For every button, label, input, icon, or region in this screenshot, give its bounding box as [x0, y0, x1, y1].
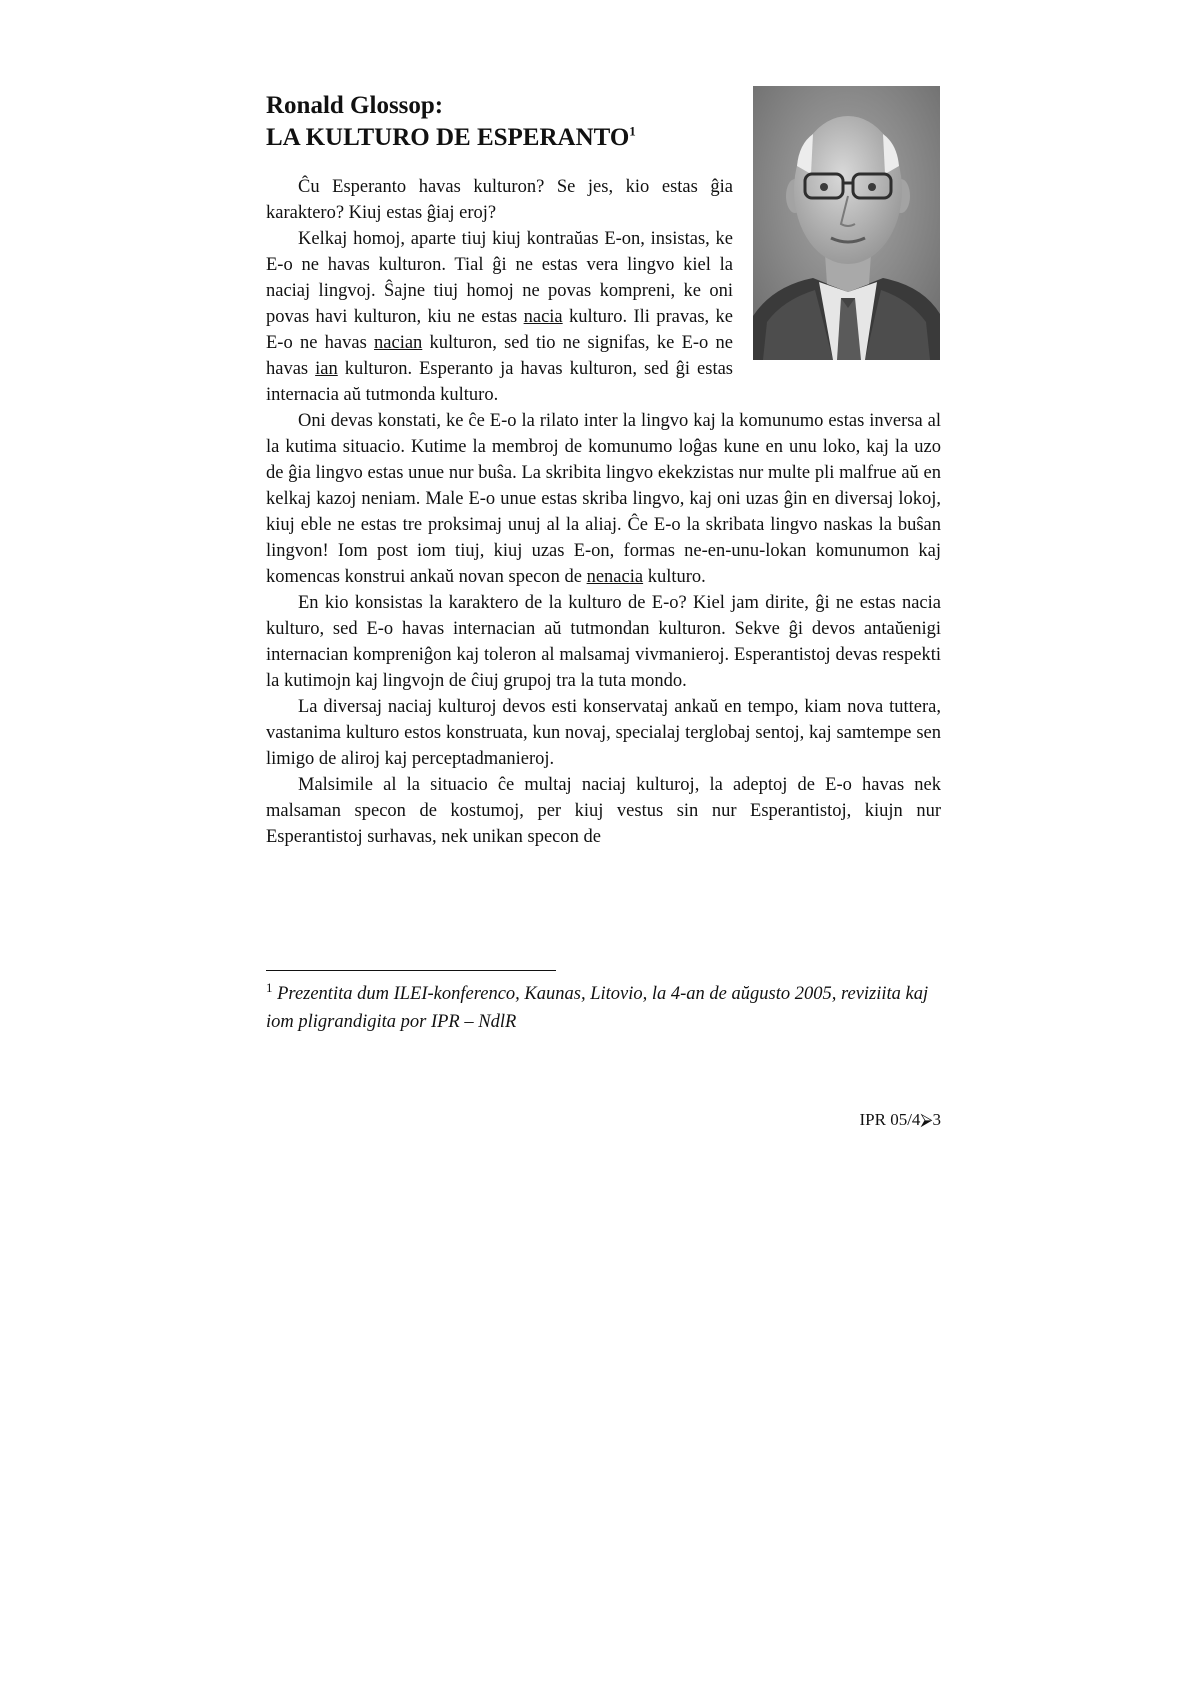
author-name: Ronald Glossop: — [266, 92, 444, 119]
footnote-number: 1 — [266, 979, 273, 995]
paragraph-3-text: kulturo. — [643, 567, 706, 587]
article-heading — [266, 90, 736, 154]
footnote-text: Prezentita dum ILEI-konferenco, Kaunas, Litovio, la 4-an de aŭgusto 2005, reviziita kaj iom pligrandigita por IPR – NdlR — [266, 984, 929, 1032]
paragraph-3 — [266, 408, 941, 590]
paragraph-2-text: kulturon, sed tio ne signifas, ke E-o ne havas — [266, 333, 733, 379]
paragraph-2-text: kulturon. Esperanto ja havas kulturon, sed ĝi estas internacia aŭ tutmonda kulturo. — [266, 359, 734, 405]
paragraph-4: En kio konsistas la karaktero de la kulturo de E-o? Kiel jam dirite, ĝi ne estas nacia kulturo, sed E-o havas internacian aŭ tutmondan kulturon. Sekve ĝi devos antaŭenigi internacian kompreniĝon kaj toleron al malsamaj vivmanieroj. Esperantistoj devas respekti la kutimojn kaj lingvojn de ĉiuj grupoj tra la tuta mondo. — [266, 593, 941, 691]
footnote-divider — [266, 970, 556, 971]
paragraph-6: Malsimile al la situacio ĉe multaj naciaj kulturoj, la adeptoj de E-o havas nek malsaman specon de kostumoj, per kiuj vestus sin nur Esperantistoj, kiujn nur Esperantistoj surhavas, nek unikan specon de — [266, 775, 941, 847]
paragraph-2-text: Kelkaj homoj, aparte tiuj kiuj kontraŭas E-on, insistas, ke E-o ne havas kulturon. Tial ĝi ne estas vera lingvo kiel la naciaj lingvoj. Ŝajne tiuj homoj ne povas kompreni, ke oni povas havi kulturon, kiu ne estas — [266, 229, 733, 327]
paragraph-2-text: kulturo. Ili pravas, ke E-o ne havas — [266, 307, 734, 353]
photo-text-wrap — [733, 174, 941, 360]
paragraph-5: La diversaj naciaj kulturoj devos esti konservataj ankaŭ en tempo, kiam nova tuttera, vastanima kulturo estos konstruata, kun novaj, specialaj terglobaj sentoj, kaj samtempe sen limigo de aliroj kaj perceptadmanieroj. — [266, 697, 941, 769]
underlined-word: nacian — [374, 333, 423, 353]
footnote-marker: 1 — [629, 123, 636, 139]
footnote — [266, 980, 941, 1036]
article-title: LA KULTURO DE ESPERANTO — [266, 124, 630, 151]
article-body — [266, 174, 941, 850]
underlined-word: nenacia — [586, 567, 644, 587]
underlined-word: nacia — [523, 307, 563, 327]
paragraph-3-text: Oni devas konstati, ke ĉe E-o la rilato inter la lingvo kaj la komunumo estas inversa al la kutima situacio. Kutime la membroj de komunumo loĝas kune en unu loko, kaj la uzo de ĝia lingvo estas unue nur buŝa. La skribita lingvo ekekzistas nur multe pli malfrue aŭ en kelkaj kazoj neniam. Male E-o unue estas skriba lingvo, kaj oni uzas ĝin en diversaj lokoj, kiuj eble ne estas tre proksimaj unuj al la aliaj. Ĉe E-o la skribata lingvo naskas la buŝan lingvon! Iom post iom tiuj, kiuj uzas E-on, formas ne-en-unu-lokan komunumon kaj komencas konstrui ankaŭ novan specon de — [266, 411, 941, 587]
paragraph-1: Ĉu Esperanto havas kulturon? Se jes, kio estas ĝia karaktero? Kiuj estas ĝiaj eroj? — [266, 177, 733, 223]
underlined-word: ian — [315, 359, 338, 379]
page-identifier: IPR 05/4⮚3 — [859, 1110, 941, 1129]
